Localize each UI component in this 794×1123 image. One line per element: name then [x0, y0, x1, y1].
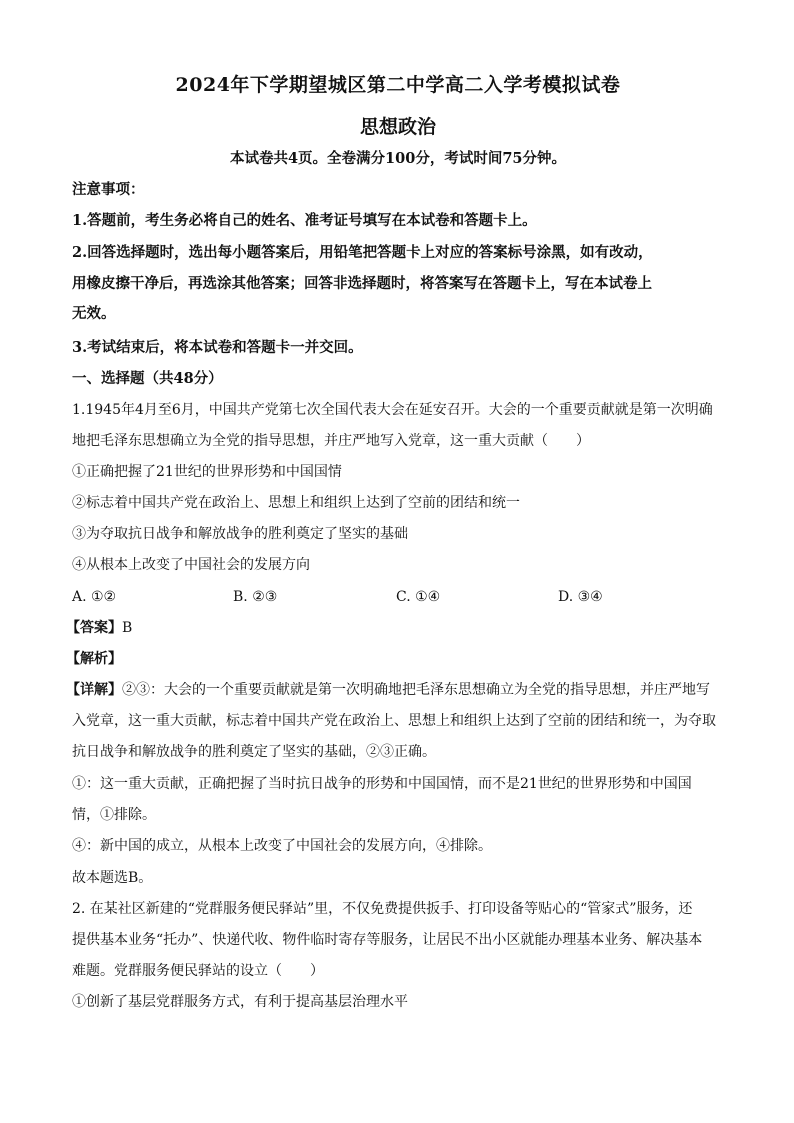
q1-statement-3: ③为夺取抗日战争和解放战争的胜利奠定了坚实的基础: [72, 526, 408, 542]
detail-tag: 【详解】: [66, 682, 122, 698]
notice-item-3: 3.考试结束后，将本试卷和答题卡一并交回。: [72, 339, 363, 356]
notice-item-2-line-2: 用橡皮擦干净后，再选涂其他答案；回答非选择题时，将答案写在答题卡上，写在本试卷上: [72, 275, 652, 292]
q1-detail-line-4: ①：这一重大贡献，正确把握了当时抗日战争的形势和中国国情，而不是21世纪的世界形势和中国国: [72, 776, 692, 792]
q2-statement-1: ①创新了基层党群服务方式，有利于提高基层治理水平: [72, 994, 408, 1010]
q1-option-a: A. ①②: [72, 589, 117, 605]
q1-statement-2: ②标志着中国共产党在政治上、思想上和组织上达到了空前的团结和统一: [72, 495, 520, 511]
q1-option-c: C. ①④: [396, 589, 441, 605]
q2-stem-line-3: 难题。党群服务便民驿站的设立（ ）: [72, 963, 324, 979]
exam-info: 本试卷共4页。全卷满分100分，考试时间75分钟。: [229, 150, 567, 167]
q1-statement-4: ④从根本上改变了中国社会的发展方向: [72, 557, 310, 573]
q1-detail-line-1: [66, 680, 718, 700]
q1-stem-line-1: 1.1945年4月至6月，中国共产党第七次全国代表大会在延安召开。大会的一个重要贡献就是第一次明确: [72, 402, 713, 418]
q1-conclusion: 故本题选B。: [72, 870, 153, 886]
q2-stem-line-1: 2. 在某社区新建的“党群服务便民驿站”里，不仅免费提供扳手、打印设备等贴心的“管家式”服务，还: [72, 901, 693, 917]
detail-text: ②③：大会的一个重要贡献就是第一次明确地把毛泽东思想确立为全党的指导思想，并庄严地写: [122, 682, 710, 698]
notice-item-1: 1.答题前，考生务必将自己的姓名、准考证号填写在本试卷和答题卡上。: [72, 212, 537, 229]
q1-option-d: D. ③④: [558, 589, 603, 605]
q1-answer: [66, 618, 718, 638]
notice-item-2-line-1: 2.回答选择题时，选出每小题答案后，用铅笔把答题卡上对应的答案标号涂黑，如有改动，: [72, 244, 653, 261]
q1-detail-line-5: 情，①排除。: [72, 807, 156, 823]
analysis-tag: 【解析】: [66, 651, 122, 667]
subject-title: 思想政治: [359, 116, 436, 138]
section-heading: 一、选择题（共48分）: [72, 370, 223, 387]
exam-title: 2024年下学期望城区第二中学高二入学考模拟试卷: [175, 74, 621, 96]
answer-tag: 【答案】: [66, 620, 122, 636]
q1-statement-1: ①正确把握了21世纪的世界形势和中国国情: [72, 464, 342, 480]
q1-stem-line-2: 地把毛泽东思想确立为全党的指导思想，并庄严地写入党章，这一重大贡献（ ）: [72, 433, 590, 449]
q1-detail-line-2: 入党章，这一重大贡献，标志着中国共产党在政治上、思想上和组织上达到了空前的团结和统一，为夺取: [72, 713, 716, 729]
q2-stem-line-2: 提供基本业务“托办”、快递代收、物件临时寄存等服务，让居民不出小区就能办理基本业务、解决基本: [72, 932, 703, 948]
q1-option-b: B. ②③: [233, 589, 278, 605]
q1-detail-line-6: ④：新中国的成立，从根本上改变了中国社会的发展方向，④排除。: [72, 838, 492, 854]
notice-heading: 注意事项：: [72, 181, 145, 198]
answer-value: B: [122, 620, 133, 636]
notice-item-2-line-3: 无效。: [72, 305, 116, 322]
q1-detail-line-3: 抗日战争和解放战争的胜利奠定了坚实的基础，②③正确。: [72, 744, 436, 760]
